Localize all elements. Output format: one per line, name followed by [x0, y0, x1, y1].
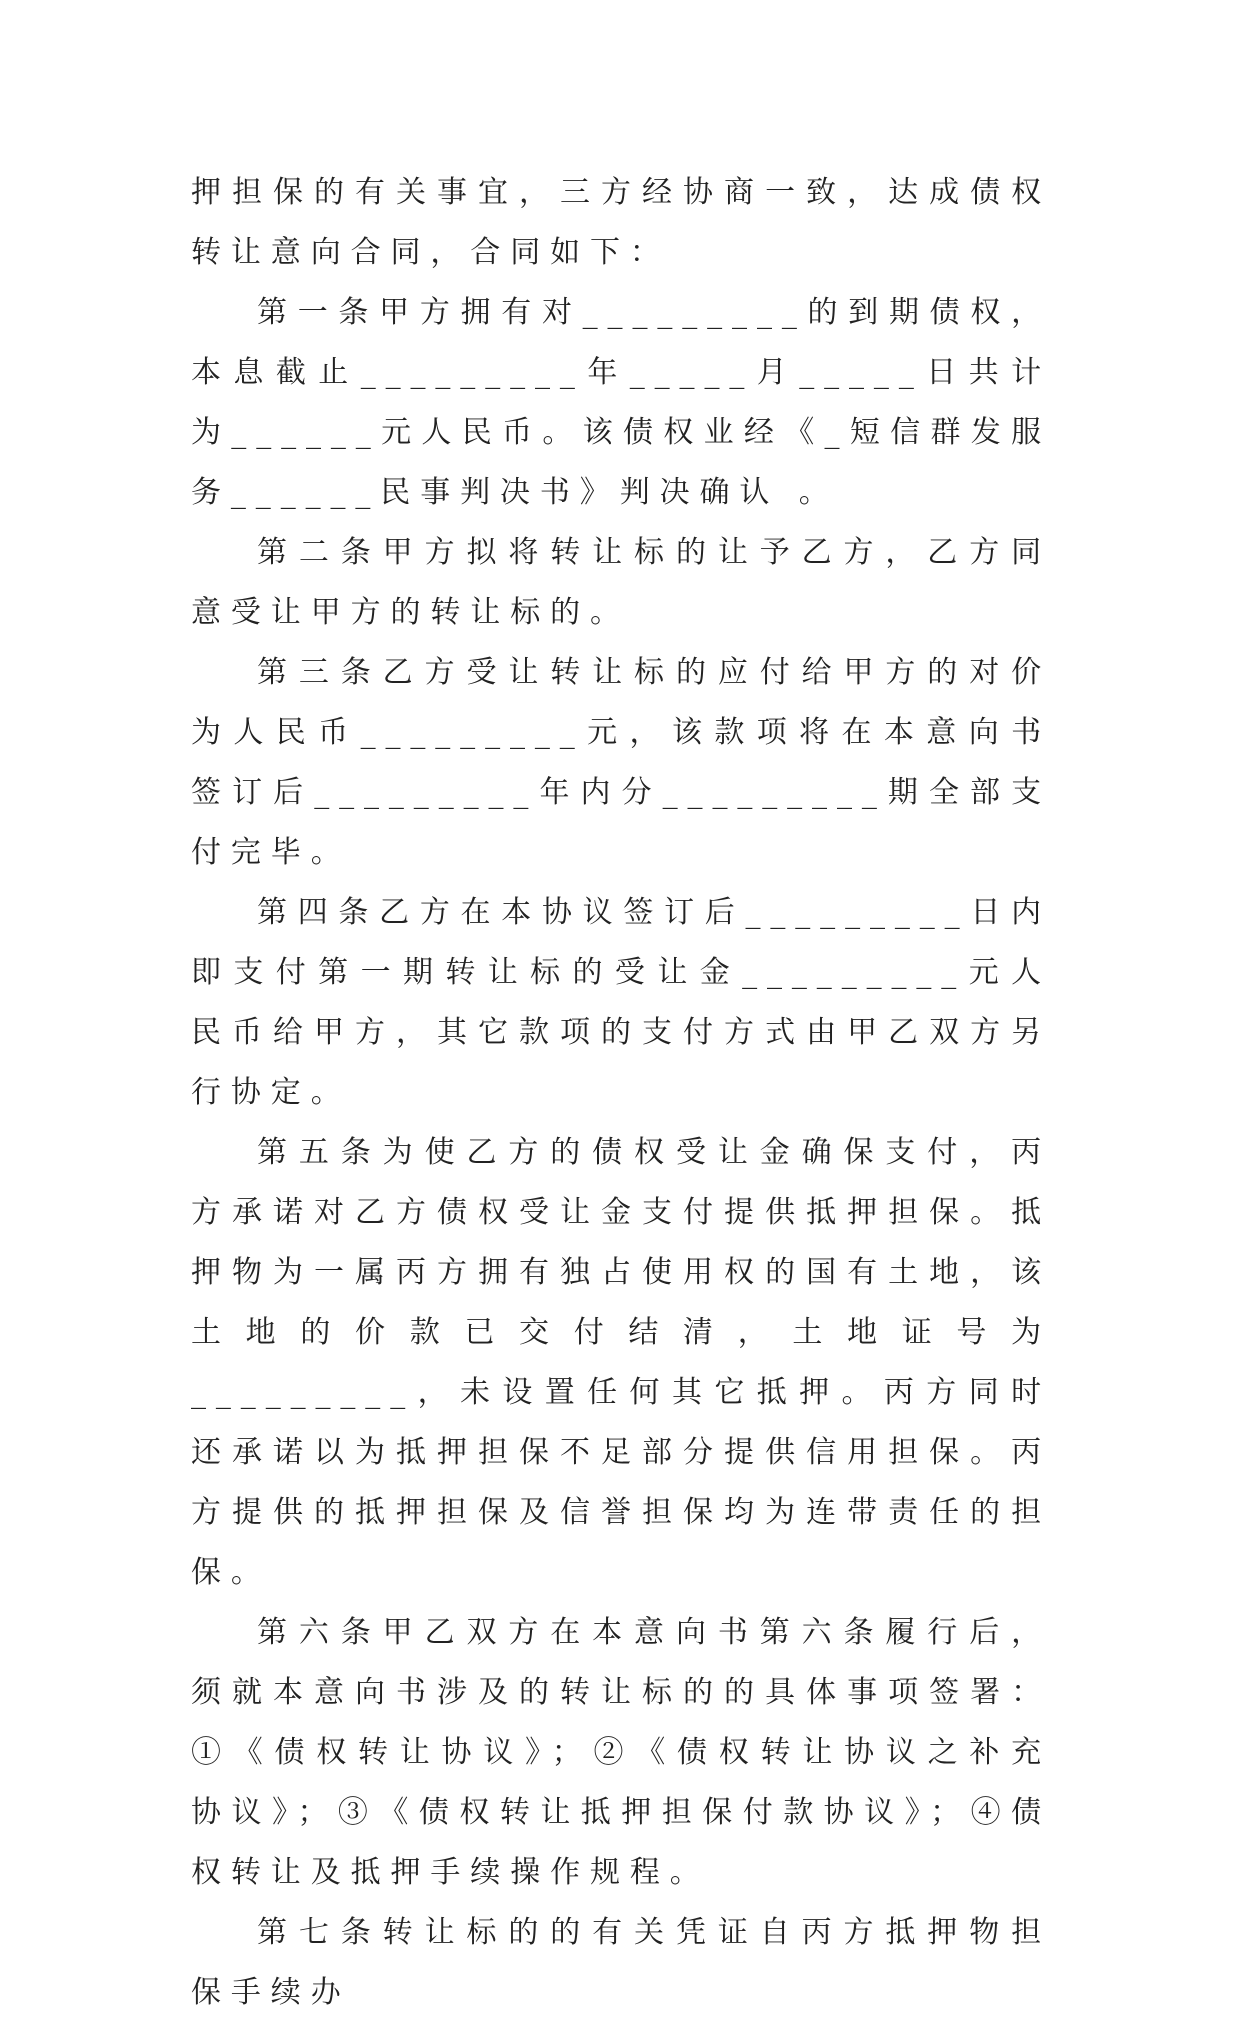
paragraph-article-6: 第六条甲乙双方在本意向书第六条履行后，须就本意向书涉及的转让标的的具体事项签署：①《债权转让协议》；②《债权转让协议之补充协议》；③《债权转让抵押担保付款协议》；④债权转让及抵押手续操作规程。	[191, 1615, 1051, 1890]
paragraph-article-4: 第四条乙方在本协议签订后_________日内即支付第一期转让标的受让金_________元人民币给甲方，其它款项的支付方式由甲乙双方另行协定。	[191, 895, 1051, 1110]
paragraph-article-7: 第七条转让标的的有关凭证自丙方抵押物担保手续办	[191, 1915, 1051, 2010]
paragraph-article-3: 第三条乙方受让转让标的应付给甲方的对价为人民币_________元，该款项将在本意向书签订后_________年内分_________期全部支付完毕。	[191, 655, 1051, 870]
paragraph-article-5: 第五条为使乙方的债权受让金确保支付，丙方承诺对乙方债权受让金支付提供抵押担保。抵押物为一属丙方拥有独占使用权的国有土地，该土地的价款已交付结清，土地证号为_________，未设置任何其它抵押。丙方同时还承诺以为抵押担保不足部分提供信用担保。丙方提供的抵押担保及信誉担保均为连带责任的担保。	[191, 1135, 1051, 1590]
paragraph-intro: 押担保的有关事宜，三方经协商一致，达成债权转让意向合同，合同如下：	[191, 175, 1051, 270]
paragraph-article-1: 第一条甲方拥有对_________的到期债权，本息截止_________年_____月_____日共计为______元人民币。该债权业经《_短信群发服务______民事判决书》判决确认 。	[191, 295, 1051, 510]
paragraph-article-2: 第二条甲方拟将转让标的让予乙方，乙方同意受让甲方的转让标的。	[191, 535, 1051, 630]
document-body	[191, 163, 1051, 2023]
